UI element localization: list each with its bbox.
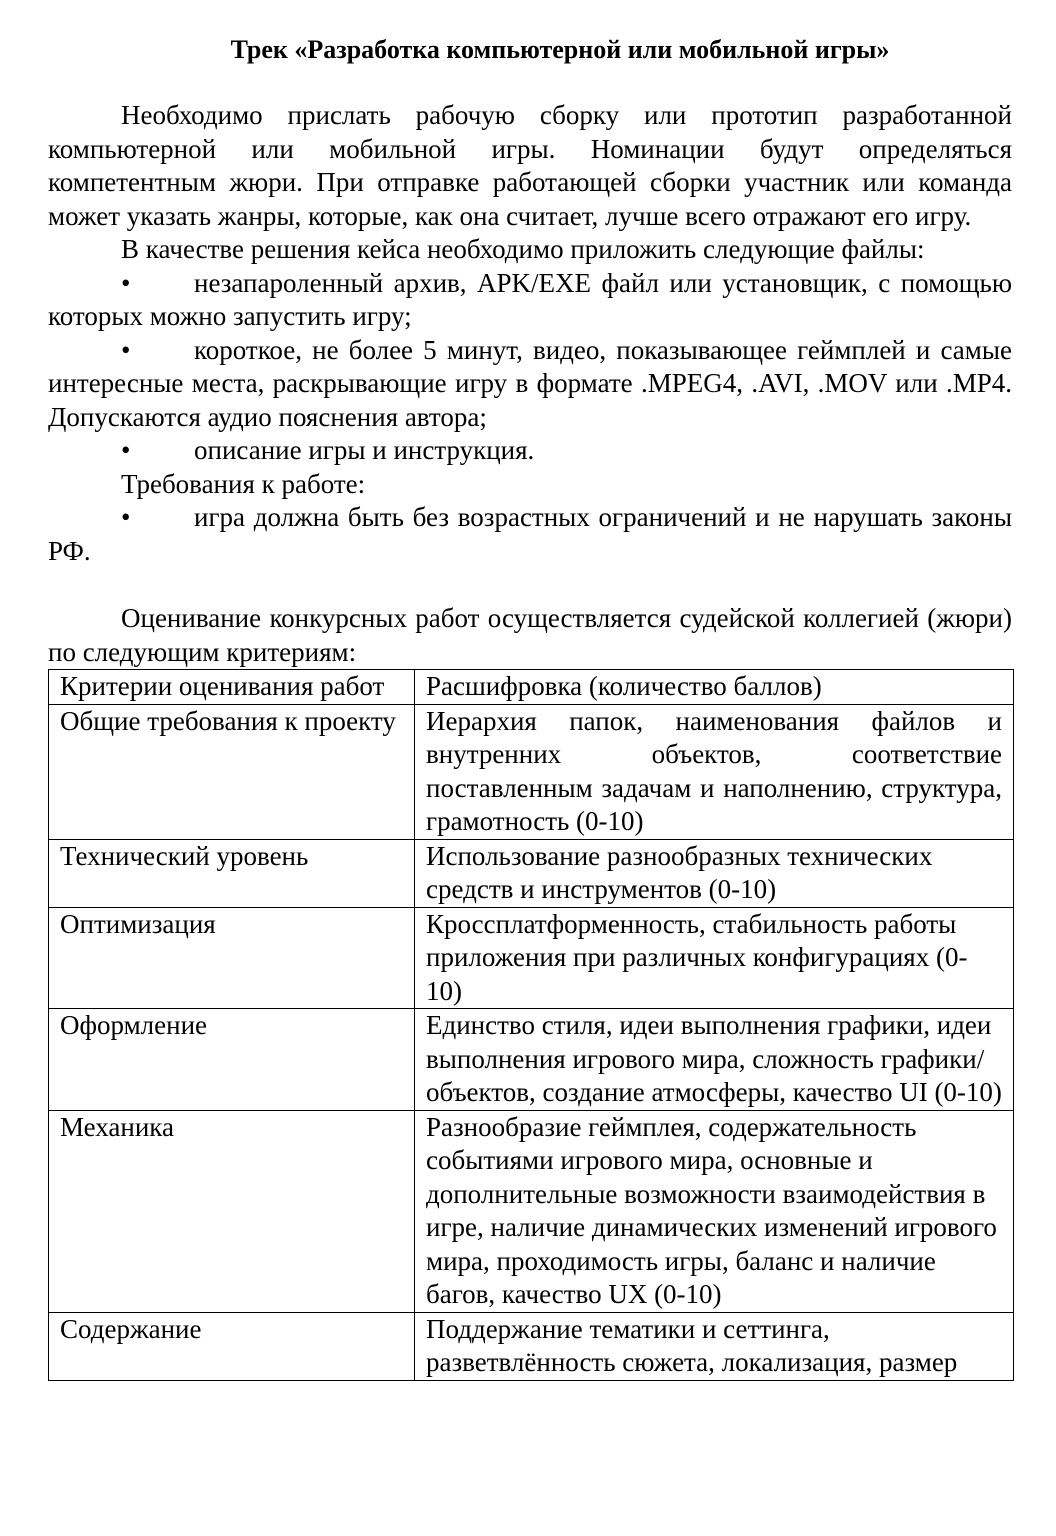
table-cell-description: Разнообразие геймплея, содержательность событиями игрового мира, основные и дополнительные возможности взаимодействия в игре, наличие динамических изменений игрового мира, проходимость игры, баланс и наличие багов, качество UX (0-10) xyxy=(415,1110,1014,1312)
table-cell-criterion: Общие требования к проекту xyxy=(49,704,415,839)
requirements-heading: Требования к работе: xyxy=(121,468,366,499)
table-cell-criterion: Оптимизация xyxy=(49,907,415,1009)
table-row xyxy=(49,1110,1014,1312)
table-row xyxy=(49,704,1014,839)
files-list-item-text: короткое, не более 5 минут, видео, показывающее геймплей и самые интересные места, раскрывающие игру в формате .MPEG4, .AVI, .MOV или .MP4. Допускаются аудио пояснения автора; xyxy=(48,334,1012,432)
bullet-icon: • xyxy=(121,267,131,298)
table-cell-criterion: Оформление xyxy=(49,1009,415,1111)
files-list-item xyxy=(48,434,1012,468)
document-title: Трек «Разработка компьютерной или мобильной игры» xyxy=(230,35,890,64)
files-list-item xyxy=(48,334,1012,435)
bullet-icon: • xyxy=(121,502,131,532)
files-heading: В качестве решения кейса необходимо приложить следующие файлы: xyxy=(121,234,925,264)
requirements-list-item-text: игра должна быть без возрастных ограничений и не нарушать законы РФ. xyxy=(48,502,1012,566)
files-list-item-text: незапароленный архив, APK/EXE файл или установщик, с помощью которых можно запустить игру; xyxy=(48,267,1012,331)
table-row xyxy=(49,839,1014,907)
criteria-table xyxy=(48,669,1014,1381)
files-list-item xyxy=(48,267,1012,334)
document-page xyxy=(48,32,1012,1381)
evaluation-intro: Оценивание конкурсных работ осуществляется судейской коллегией (жюри) по следующим критериям: xyxy=(48,603,1012,667)
table-row xyxy=(49,1009,1014,1111)
table-cell-criterion: Технический уровень xyxy=(49,839,415,907)
table-row xyxy=(49,907,1014,1009)
table-cell-criterion: Содержание xyxy=(49,1312,415,1380)
table-header-row xyxy=(49,670,1014,705)
table-cell-description: Кроссплатформенность, стабильность работы приложения при различных конфигурациях (0-10) xyxy=(415,907,1014,1009)
table-cell-description: Поддержание тематики и сеттинга, разветвлённость сюжета, локализация, размер xyxy=(415,1312,1014,1380)
bullet-icon: • xyxy=(121,334,131,365)
table-header-criterion: Критерии оценивания работ xyxy=(49,670,415,705)
spacer xyxy=(48,568,1012,602)
table-row xyxy=(49,1312,1014,1380)
files-list-item-text: описание игры и инструкция. xyxy=(194,435,535,465)
table-cell-description: Использование разнообразных технических средств и инструментов (0-10) xyxy=(415,839,1014,907)
table-cell-description: Иерархия папок, наименования файлов и внутренних объектов, соответствие поставленным задачам и наполнению, структура, грамотность (0-10) xyxy=(415,704,1014,839)
bullet-icon: • xyxy=(121,435,131,465)
requirements-list-item xyxy=(48,501,1012,568)
table-cell-criterion: Механика xyxy=(49,1110,415,1312)
table-cell-description: Единство стиля, идеи выполнения графики, идеи выполнения игрового мира, сложность графики/объектов, создание атмосферы, качество UI (0-10) xyxy=(415,1009,1014,1111)
intro-paragraph: Необходимо прислать рабочую сборку или прототип разработанной компьютерной или мобильной игры. Номинации будут определяться компетентным жюри. При отправке работающей сборки участник или команда может указать жанры, которые, как она считает, лучше всего отражают его игру. xyxy=(48,100,1012,231)
table-header-description: Расшифровка (количество баллов) xyxy=(415,670,1014,705)
